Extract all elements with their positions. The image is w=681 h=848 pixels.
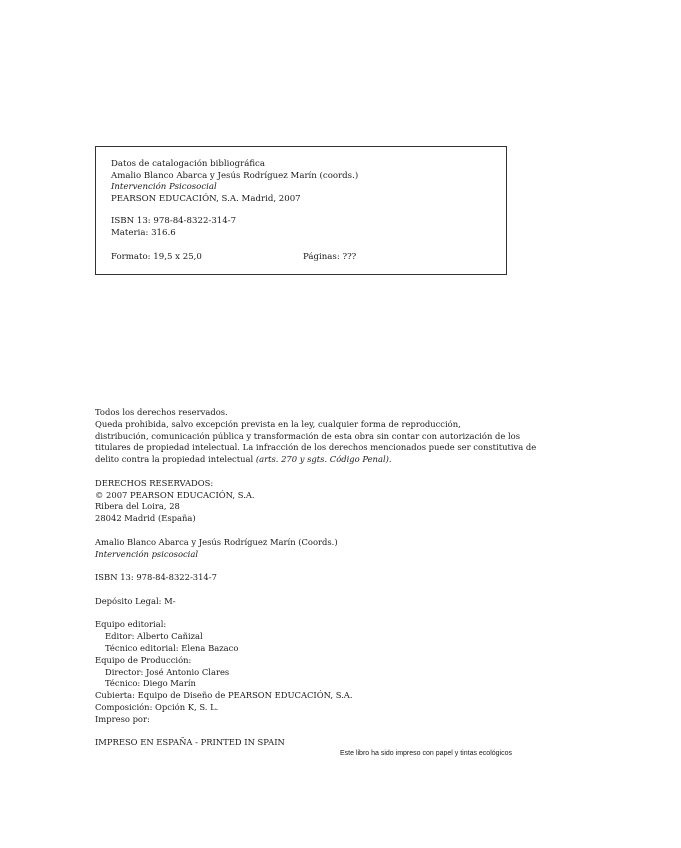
team-composicion: Composición: Opción K, S. L.	[95, 701, 219, 712]
deposito-legal: Depósito Legal: M-	[95, 595, 176, 606]
catalog-format-row	[111, 252, 506, 264]
team-director: Director: José Antonio Clares	[105, 666, 230, 677]
catalog-pages: Páginas: ???	[303, 251, 357, 262]
catalog-format: Formato: 19,5 x 25,0	[111, 251, 202, 262]
book-authors: Amalio Blanco Abarca y Jesús Rodríguez Marín (Coords.)	[95, 536, 338, 547]
publisher-heading: DERECHOS RESERVADOS:	[95, 477, 214, 488]
rights-line-2: distribución, comunicación pública y transformación de esta obra sin contar con autorización de los	[95, 430, 521, 441]
team-tecnico-editorial: Técnico editorial: Elena Bazaco	[105, 642, 239, 653]
rights-line-3: titulares de propiedad intelectual. La infracción de los derechos mencionados puede ser constitutiva de	[95, 442, 537, 453]
team-impreso: Impreso por:	[95, 713, 150, 724]
eco-note: Este libro ha sido impreso con papel y tintas ecológicos	[340, 750, 512, 757]
publisher-street: Ribera del Loira, 28	[95, 501, 180, 512]
team-editor: Editor: Alberto Cañizal	[105, 631, 203, 642]
catalog-isbn: ISBN 13: 978-84-8322-314-7	[111, 216, 237, 227]
catalog-materia: Materia: 316.6	[111, 227, 176, 238]
rights-line-1: Queda prohibida, salvo excepción prevista en la ley, cualquier forma de reproducción,	[95, 418, 461, 429]
catalog-title: Intervención Psicosocial	[111, 182, 217, 193]
team-editorial-heading: Equipo editorial:	[95, 619, 167, 630]
rights-reserved: Todos los derechos reservados.	[95, 407, 228, 417]
team-produccion-heading: Equipo de Producción:	[95, 654, 192, 665]
book-title: Intervención psicosocial	[95, 548, 199, 559]
catalog-box	[95, 146, 507, 275]
team-tecnico: Técnico: Diego Marín	[105, 678, 196, 689]
book-isbn: ISBN 13: 978-84-8322-314-7	[95, 572, 217, 583]
team-cubierta: Cubierta: Equipo de Diseño de PEARSON EDUCACIÓN, S.A.	[95, 690, 353, 701]
catalog-heading: Datos de catalogación bibliográfica	[111, 159, 265, 169]
legal-block	[95, 407, 537, 749]
catalog-authors: Amalio Blanco Abarca y Jesús Rodríguez Marín (coords.)	[111, 170, 359, 181]
printed-in-spain: IMPRESO EN ESPAÑA - PRINTED IN SPAIN	[95, 737, 285, 748]
publisher-city: 28042 Madrid (España)	[95, 513, 196, 524]
rights-line-4: delito contra la propiedad intelectual (arts. 270 y sgts. Código Penal).	[95, 454, 392, 465]
publisher-copyright: © 2007 PEARSON EDUCACIÓN, S.A.	[95, 489, 255, 500]
catalog-publisher: PEARSON EDUCACIÓN, S.A. Madrid, 2007	[111, 193, 301, 204]
